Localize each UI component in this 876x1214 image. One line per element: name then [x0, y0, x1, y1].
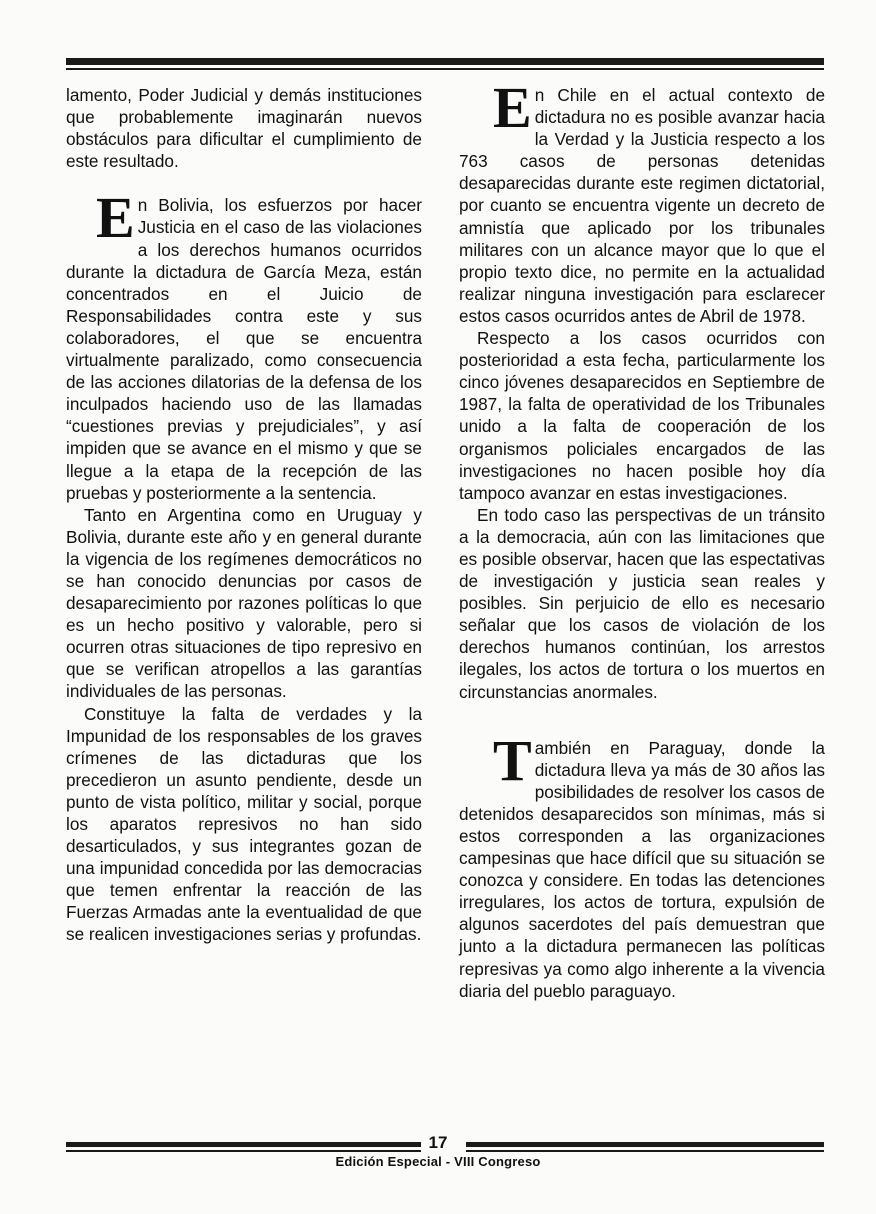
page-number: 17 [428, 1133, 448, 1152]
right-paragraph-2: Respecto a los casos ocurridos con posterioridad a esta fecha, particularmente los cinco jóvenes desaparecidos en Septiembre de 1987, la falta de operatividad de los Tribunales unido a la falta de cooperación de los organismos policiales encargados de las investigaciones no hacen posible hoy día tampoco avanzar en estas investigaciones. [459, 328, 825, 503]
header-rule [66, 58, 824, 70]
dropcap-t-paraguay: T [493, 727, 532, 793]
dropcap-e-bolivia: E [96, 185, 135, 251]
header-rule-thin [66, 68, 824, 70]
left-paragraph-3: Tanto en Argentina como en Uruguay y Bolivia, durante este año y en general durante la vigencia de los regímenes democráticos no se han conocido denuncias por casos de desaparecimiento por razones políticas lo que es un hecho positivo y valorable, pero si ocurren otras situaciones de tipo represivo en que se verifican atropellos a las garantías individuales de las personas. [66, 504, 422, 702]
header-rule-thick [66, 58, 824, 65]
right-paragraph-4 [459, 727, 825, 1002]
left-paragraph-1: lamento, Poder Judicial y demás instituciones que probablemente imaginarán nuevos obstáculos para dificultar el cumplimiento de este resultado. [66, 85, 422, 172]
right-paragraph-4-text: ambién en Paraguay, donde la dictadura lleva ya más de 30 años las posibilidades de resolver los casos de detenidos desaparecidos son mínimas, más si estos corresponden a las organizaciones campesinas que hace difícil que su situación se conozca y considere. En todas las detenciones irregulares, los actos de tortura, expulsión de algunos sacerdotes del país demuestran que junto a la dictadura permanecen las políticas represivas ya como algo inherente a la vivencia diaria del pueblo paraguayo. [459, 737, 825, 1001]
right-column [459, 75, 825, 1002]
dropcap-e-chile: E [493, 75, 532, 140]
publication-footer: Edición Especial - VIII Congreso [335, 1154, 541, 1169]
right-paragraph-3: En todo caso las perspectivas de un tránsito a la democracia, aún con las limitaciones que es posible observar, hacen que las espectativas de investigación y justicia sean reales y posibles. Sin perjuicio de ello es necesario señalar que los casos de violación de los derechos humanos continúan, los arrestos ilegales, los actos de tortura o los muertos en circunstancias anormales. [459, 504, 825, 702]
right-paragraph-1-text: n Chile en el actual contexto de dictadura no es posible avanzar hacia la Verdad y la Justicia respecto a los 763 casos de personas detenidas desaparecidas durante este regimen dictatorial, por cuanto se encuentra vigente un decreto de amnistía que aplicado por los tribunales militares con un alcance mayor que lo que el propio texto dice, no permite en la actualidad realizar ninguna investigación para esclarecer estos casos ocurridos antes de Abril de 1978. [459, 85, 825, 326]
left-paragraph-2 [66, 185, 422, 503]
left-paragraph-2-text: n Bolivia, los esfuerzos por hacer Justicia en el caso de las violaciones a los derechos humanos ocurridos durante la dictadura de García Meza, están concentrados en el Juicio de Responsabilidades contra este y sus colaboradores, el que se encuentra virtualmente paralizado, como consecuencia de las acciones dilatorias de la defensa de los inculpados haciendo uso de las llamadas “cuestiones previas y prejudiciales”, y así impiden que se avance en el mismo y que se llegue a la etapa de la recepción de las pruebas y posteriormente a la sentencia. [66, 195, 422, 503]
left-column [66, 84, 422, 946]
right-paragraph-1 [459, 75, 825, 327]
left-paragraph-4: Constituye la falta de verdades y la Impunidad de los responsables de los graves crímenes de las dictaduras que los precedieron un asunto pendiente, desde un punto de vista político, militar y social, porque los aparatos represivos no han sido desarticulados, y sus integrantes gozan de una impunidad concedida por las democracias que temen enfrentar la reacción de las Fuerzas Armadas ante la eventualidad de que se realicen investigaciones serias y profundas. [66, 703, 422, 945]
